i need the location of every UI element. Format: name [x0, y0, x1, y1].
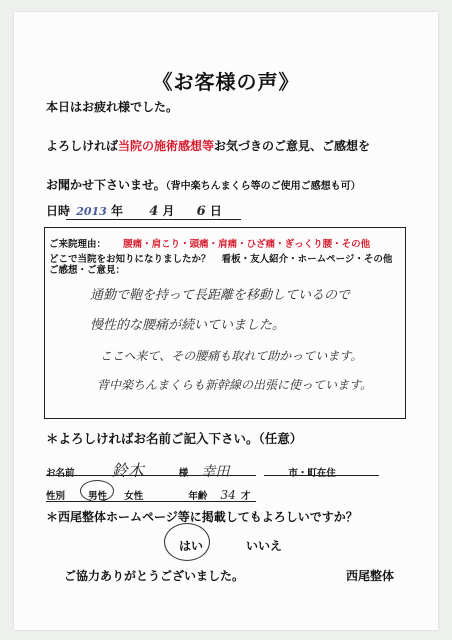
yes-circled-mark — [164, 523, 210, 561]
consent-yes: はい — [179, 539, 204, 553]
intro-note: （背中楽ちんまくら等のご使用ご感想も可） — [165, 181, 361, 192]
gender-female: 女性 — [124, 491, 144, 502]
date-month-value: 4 — [149, 204, 159, 219]
gender-male: 男性 — [88, 491, 108, 502]
survey-box — [44, 227, 406, 419]
city-underline — [264, 475, 379, 476]
name-label: お名前 — [46, 468, 75, 479]
date-day-value: 6 — [196, 204, 206, 219]
name-underline — [46, 475, 256, 476]
intro-text: よろしければ — [46, 139, 119, 153]
comment-label: ご感想・ご意見： — [49, 265, 126, 276]
intro-line-1: 本日はお疲れ様でした。 — [46, 100, 179, 114]
city-label: 市・町在住 — [288, 468, 336, 479]
date-month-label: 月 — [162, 204, 175, 218]
name-given: 幸田 — [201, 464, 230, 480]
reason-label: ご来院理由： — [49, 239, 107, 250]
date-day-label: 日 — [209, 204, 222, 218]
source-question: どこで当院をお知りになりましたか？ — [49, 254, 211, 265]
name-heading: ＊よろしければお名前ご記入下さい。（任意） — [46, 431, 303, 446]
name-family: 鈴木 — [111, 461, 144, 480]
form-title: 《お客様の声》 — [152, 70, 300, 94]
brand-name: 西尾整体 — [346, 569, 395, 583]
date-label: 日時 — [46, 204, 71, 218]
intro-line-3 — [46, 176, 361, 193]
name-row — [46, 458, 336, 481]
age-label: 年齢 — [188, 491, 208, 502]
intro-highlight: 当院の施術感想等 — [118, 139, 215, 153]
intro-line-2 — [46, 137, 370, 154]
age-unit: 才 — [240, 491, 251, 502]
male-circled-mark — [80, 480, 114, 502]
date-year-value: 2013 — [76, 205, 107, 218]
age-value: 34 — [220, 488, 236, 502]
gender-underline — [46, 501, 256, 502]
comment-line-3: ここへ来て、その腰痛も取れて助かっています。 — [100, 349, 363, 363]
consent-question: ＊西尾整体ホームページ等に掲載してもよろしいですか？ — [46, 510, 358, 524]
intro-text-continued: お気づきのご意見、ご感想を — [214, 139, 371, 153]
consent-no: いいえ — [246, 539, 283, 553]
sama-label: 様 — [178, 468, 189, 479]
feedback-form — [14, 12, 438, 630]
comment-line-2: 慢性的な腰痛が続いていました。 — [90, 318, 286, 333]
reason-options: 腰痛・肩こり・頭痛・肩痛・ひざ痛・ぎっくり腰・その他 — [123, 239, 371, 250]
source-options: 看板・友人紹介・ホームページ・その他 — [221, 254, 393, 265]
comment-line-1: 通勤で鞄を持って長距離を移動しているので — [90, 288, 351, 303]
date-row — [46, 202, 222, 219]
gender-label: 性別 — [46, 491, 66, 502]
date-year-label: 年 — [111, 204, 124, 218]
comment-line-4: 背中楽ちんまくらも新幹線の出張に使っています。 — [97, 378, 373, 392]
date-underline — [66, 219, 241, 220]
intro-text-3: お聞かせ下さいませ。 — [46, 178, 166, 192]
thanks-text: ご協力ありがとうございました。 — [64, 569, 245, 583]
